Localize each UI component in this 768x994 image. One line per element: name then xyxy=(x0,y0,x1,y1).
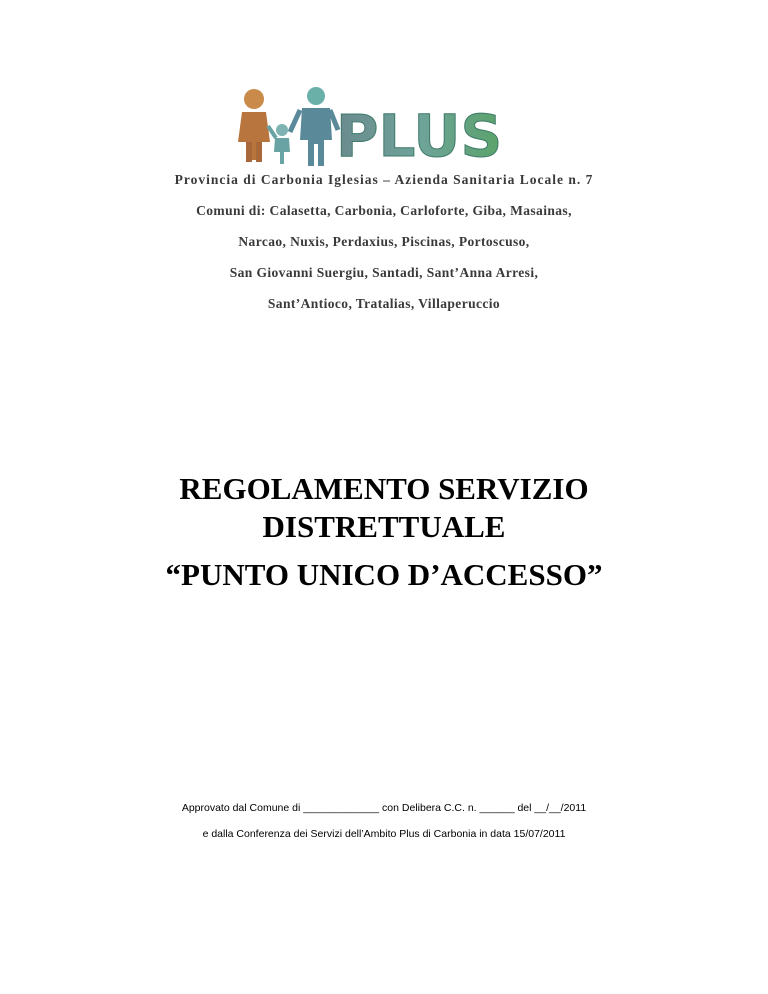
title-line-1: REGOLAMENTO SERVIZIO xyxy=(179,471,589,506)
document-title xyxy=(0,470,768,594)
approval-line-2: e dalla Conferenza dei Servizi dell’Ambito Plus di Carbonia in data 15/07/2011 xyxy=(202,828,566,840)
header-line-comuni-2: Narcao, Nuxis, Perdaxius, Piscinas, Portoscuso, xyxy=(238,234,530,249)
header-line-comuni-4: Sant’Antioco, Tratalias, Villaperuccio xyxy=(267,296,501,311)
header-line-comuni-3: San Giovanni Suergiu, Santadi, Sant’Anna Arresi, xyxy=(229,265,539,280)
plus-logo xyxy=(232,86,532,170)
title-line-2: DISTRETTUALE xyxy=(262,509,506,544)
header-line-comuni: Comuni di: Calasetta, Carbonia, Carloforte, Giba, Masainas, xyxy=(196,203,572,218)
header xyxy=(0,168,768,323)
child-figure-icon xyxy=(268,124,290,164)
man-figure-icon xyxy=(290,87,338,166)
title-line-3: “PUNTO UNICO D’ACCESSO” xyxy=(165,557,603,592)
approval-line-1: Approvato dal Comune di _____________ con Delibera C.C. n. ______ del __/__/2011 xyxy=(181,802,587,814)
approval-footer xyxy=(0,800,768,852)
header-line-provincia: Provincia di Carbonia Iglesias – Azienda Sanitaria Locale n. 7 xyxy=(174,172,594,187)
woman-figure-icon xyxy=(238,89,270,162)
logo-text: PLUS xyxy=(336,102,503,170)
